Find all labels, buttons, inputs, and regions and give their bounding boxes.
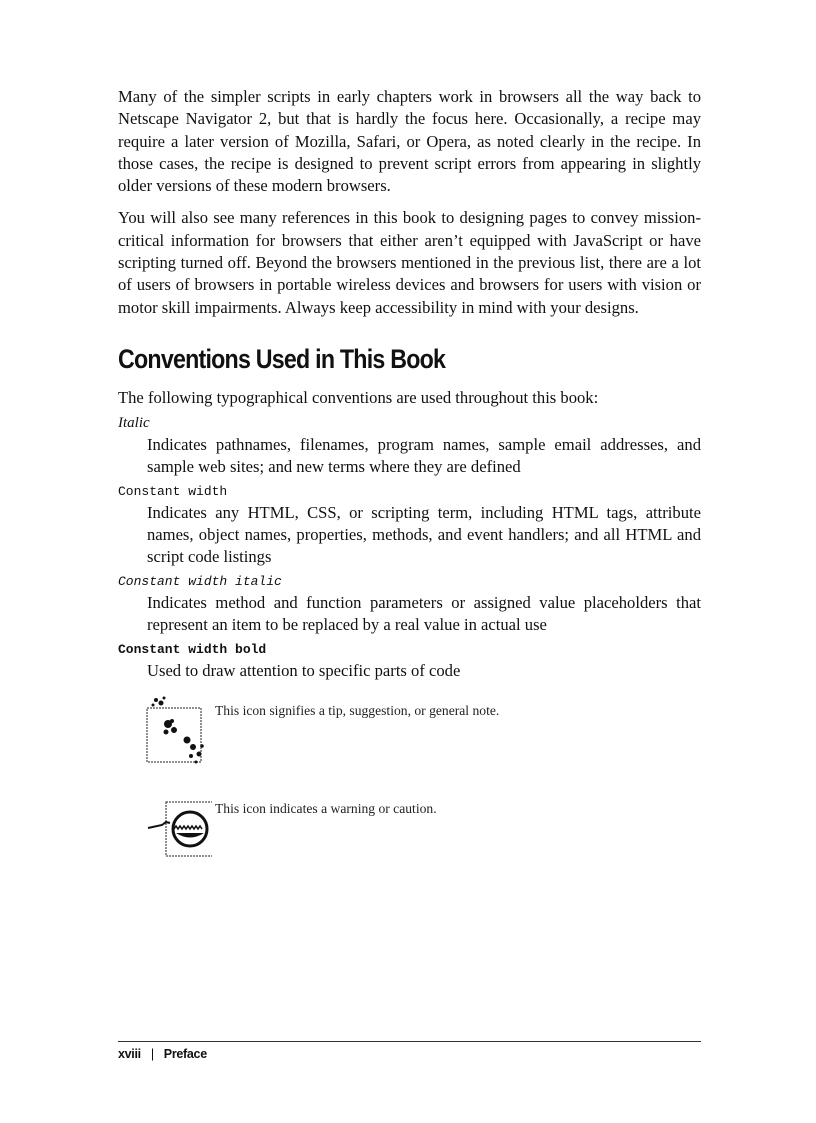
definition-constant-width: Indicates any HTML, CSS, or scripting term, including HTML tags, attribute names, object names, properties, methods, and event handlers; and all HTML and script code listings	[147, 502, 701, 566]
term-constant-width-bold: Constant width bold	[118, 641, 267, 657]
term-italic: Italic	[118, 414, 150, 431]
conventions-list	[118, 413, 701, 682]
tip-icon	[144, 694, 212, 772]
term-constant-width: Constant width	[118, 483, 228, 499]
warning-note	[118, 792, 701, 878]
tip-note	[118, 694, 701, 780]
tip-text: This icon signifies a tip, suggestion, or general note.	[215, 702, 500, 718]
section-heading: Conventions Used in This Book	[118, 343, 446, 374]
conventions-intro: The following typographical conventions are used throughout this book:	[118, 387, 599, 407]
page-footer	[118, 1041, 701, 1061]
chapter-name: Preface	[163, 1047, 207, 1061]
warning-icon	[144, 792, 212, 870]
paragraph-browser-support: Many of the simpler scripts in early chapters work in browsers all the way back to Netscape Navigator 2, but that is hardly the focus here. Occasionally, a recipe may require a later version of Mozilla, Safari, or Opera, as noted clearly in the recipe. In those cases, the recipe is designed to prevent script errors from appearing in slightly older versions of these modern browsers.	[118, 87, 701, 196]
footer-separator: |	[150, 1047, 154, 1061]
warning-text: This icon indicates a warning or caution.	[215, 800, 437, 816]
paragraph-accessibility: You will also see many references in this book to designing pages to convey mission-critical information for browsers that either aren’t equipped with JavaScript or have scripting turned off. Beyond the browsers mentioned in the previous list, there are a lot of users of browsers in portable wireless devices and browsers for users with vision or motor skill impairments. Always keep accessibility in mind with your designs.	[118, 208, 701, 317]
page-content	[118, 86, 701, 878]
definition-constant-width-italic: Indicates method and function parameters or assigned value placeholders that represent an item to be replaced by a real value in actual use	[147, 592, 701, 634]
page-number: xviii	[118, 1047, 141, 1061]
definition-italic: Indicates pathnames, filenames, program names, sample email addresses, and sample web sites; and new terms where they are defined	[147, 434, 701, 476]
definition-constant-width-bold: Used to draw attention to specific parts of code	[147, 660, 461, 680]
term-constant-width-italic: Constant width italic	[118, 573, 282, 589]
